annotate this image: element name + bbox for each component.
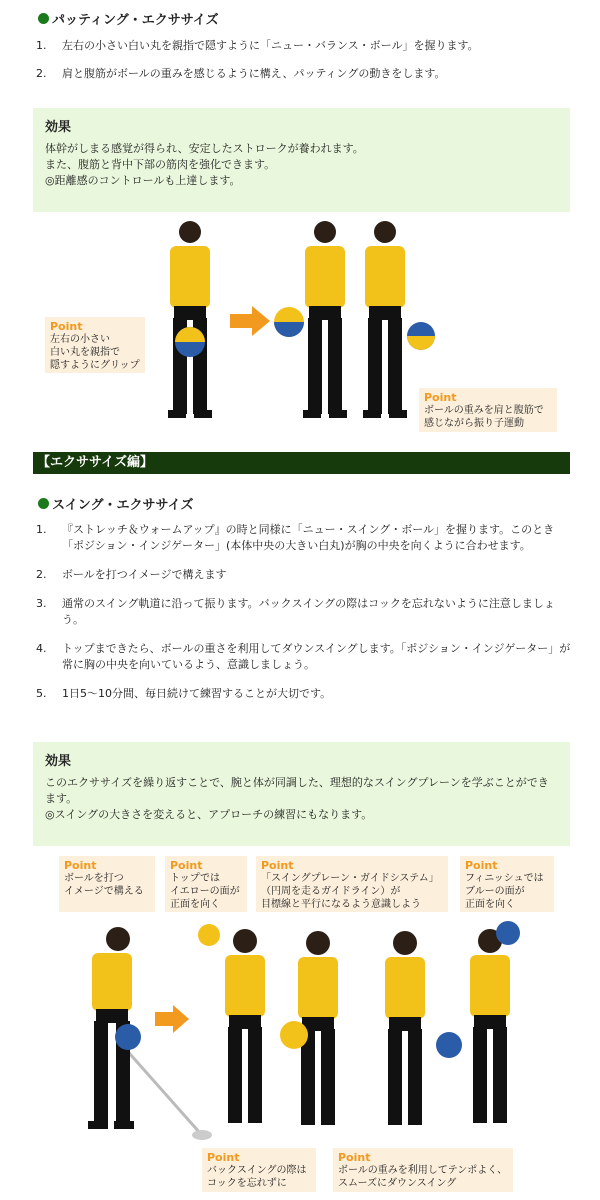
step-text: 1日5〜10分間、毎日続けて練習することが大切です。	[62, 687, 332, 700]
putting-heading	[38, 9, 219, 28]
point-callout	[45, 317, 145, 373]
effect-line: ◎距離感のコントロールも上達します。	[45, 174, 241, 187]
golfer-figure	[470, 921, 520, 1123]
point-title: Point	[170, 859, 203, 872]
list-item	[36, 567, 576, 583]
point-title: Point	[207, 1151, 240, 1164]
swing-steps	[36, 522, 576, 702]
point-callout	[165, 856, 247, 912]
putting-steps	[36, 38, 576, 82]
step-text: 通常のスイング軌道に沿って振ります。バックスイングの際はコックを忘れないように注意しましょう。	[62, 597, 555, 626]
swing-effect-box	[33, 742, 570, 846]
point-text: ボールを打つ イメージで構える	[64, 873, 144, 897]
point-text: ボールの重みを肩と腹筋で 感じながら振り子運動	[424, 405, 544, 429]
step-text: ボールを打つイメージで構えます	[62, 568, 227, 581]
step-text: 左右の小さい白い丸を親指で隠すように「ニュー・バランス・ボール」を握ります。	[62, 39, 479, 52]
point-text: 「スイングプレーン・ガイドシステム」 （円周を走るガイドライン）が 目標線と平行になるよう意識しよう	[261, 873, 439, 910]
point-title: Point	[424, 391, 457, 404]
effect-title: 効果	[45, 120, 72, 135]
swing-illustration	[50, 915, 560, 1145]
bullet-icon	[38, 13, 49, 24]
point-title: Point	[465, 859, 498, 872]
bullet-icon	[38, 498, 49, 509]
point-title: Point	[338, 1151, 371, 1164]
step-number: 3.	[36, 597, 47, 610]
effect-line: 体幹がしまる感覚が得られ、安定したストロークが養われます。	[45, 142, 364, 155]
effect-line: このエクササイズを繰り返すことで、腕と体が同調した、理想的なスイングプレーンを学ぶことができます。	[45, 776, 549, 805]
effect-line: ◎スイングの大きさを変えると、アプローチの練習にもなります。	[45, 808, 373, 821]
club-head	[192, 1130, 212, 1140]
step-text: トップまできたら、ボールの重さを利用してダウンスイングします。「ポジション・インジゲーター」が常に胸の中央を向いているよう、意識しましょう。	[62, 642, 571, 671]
step-number: 4.	[36, 642, 47, 655]
step-text: 肩と腹筋がボールの重みを感じるように構え、パッティングの動きをします。	[62, 67, 446, 80]
putting-illustration	[140, 218, 440, 438]
point-callout	[256, 856, 448, 912]
arrow-right-icon	[155, 1005, 189, 1033]
step-number: 1.	[36, 523, 47, 536]
point-title: Point	[50, 320, 83, 333]
swing-heading	[38, 494, 193, 513]
list-item	[36, 686, 576, 702]
point-text: トップでは イエローの面が 正面を向く	[170, 873, 240, 910]
list-item	[36, 66, 576, 82]
point-callout	[460, 856, 554, 912]
putting-effect-box	[33, 108, 570, 212]
list-item	[36, 38, 576, 54]
point-text: フィニッシュでは ブルーの面が 正面を向く	[465, 873, 544, 910]
section-title-bar: 【エクササイズ編】	[33, 452, 570, 474]
effect-line: また、腹筋と背中下部の筋肉を強化できます。	[45, 158, 276, 171]
step-number: 2.	[36, 67, 47, 80]
point-callout	[333, 1148, 513, 1192]
step-number: 2.	[36, 568, 47, 581]
effect-title: 効果	[45, 754, 72, 769]
swing-heading-text: スイング・エクササイズ	[52, 498, 194, 513]
list-item	[36, 596, 576, 628]
golfer-figure	[168, 221, 212, 418]
point-title: Point	[261, 859, 294, 872]
point-callout	[59, 856, 155, 912]
list-item	[36, 522, 576, 554]
point-callout	[419, 388, 557, 432]
arrow-right-icon	[230, 306, 270, 336]
golfer-figure	[280, 931, 338, 1125]
putting-heading-text: パッティング・エクササイズ	[52, 13, 219, 28]
golfer-figure	[274, 221, 347, 418]
list-item	[36, 641, 576, 673]
point-text: バックスイングの際は コックを忘れずに	[207, 1165, 307, 1189]
point-text: ボールの重みを利用してテンポよく、 スムーズにダウンスイング	[338, 1165, 508, 1189]
golfer-figure	[88, 927, 141, 1129]
golfer-figure	[385, 931, 462, 1125]
point-text: 左右の小さい 白い丸を親指で 隠すようにグリップ	[50, 334, 140, 371]
golfer-figure	[198, 924, 265, 1123]
club-shaft	[122, 1045, 200, 1133]
point-title: Point	[64, 859, 97, 872]
point-callout	[202, 1148, 316, 1192]
step-text: 『ストレッチ＆ウォームアップ』の時と同様に「ニュー・スイング・ボール」を握ります。このとき「ポジション・インジゲーター」(本体中央の大きい白丸)が胸の中央を向くように合わせます。	[62, 523, 555, 552]
step-number: 5.	[36, 687, 47, 700]
step-number: 1.	[36, 39, 47, 52]
